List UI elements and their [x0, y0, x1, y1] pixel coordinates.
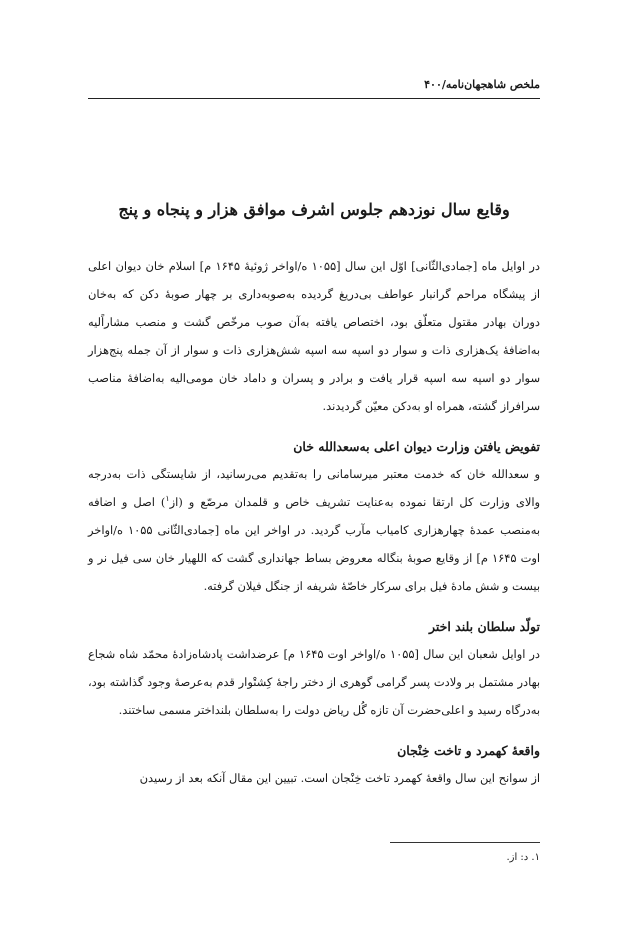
section-paragraph: در اوایل شعبان این سال [۱۰۵۵ ه/اواخر اوت ۱۶۴۵ م] عرضداشت پادشاه‌زادهٔ محمّد شاه شجاع بهادر مشتمل بر ولادت پسر گرامی گوهری از دختر راجهٔ کِشتْوار قدم به‌عرصهٔ وجود گذاشته بود، به‌درگاه رسید و اعلی‌حضرت آن تازه گُل ریاض دولت را به‌سلطان بلنداختر مسمی ساختند.: [88, 647, 540, 717]
footnote-marker: ۱: [165, 494, 170, 504]
paragraph-text: ) اصل و اضافه به‌منصب عمدهٔ چهارهزاری کامیاب مآرب گردید. در اواخر این ماه [جمادی‌الثّانی ۱۰۵۵ ه/اواخر اوت ۱۶۴۵ م] از وقایع صوبهٔ بنگاله معروض بساط جهانداری گشت که اللهیار خان سی فیل نر و بیست و شش مادهٔ فیل برای سرکار خاصّهٔ شریفه از جنگل فیلان گرفته.: [88, 495, 540, 593]
section-paragraph: از سوانح این سال واقعهٔ کهمرد تاخت خِنْجان است. تبیین این مقال آنکه بعد از رسیدن: [139, 771, 540, 785]
footnote-rule: [390, 842, 540, 843]
intro-paragraph: در اوایل ماه [جمادی‌الثّانی] اوّل این سال [۱۰۵۵ ه/اواخر ژوئیهٔ ۱۶۴۵ م] اسلام خان دیوان اعلی از پیشگاه مراحم گرانبار عواطف بی‌دریغ گردیده به‌صوبه‌داری بر چهار صوبهٔ دکن که به‌خان دوران بهادر مقتول متعلّق بود، اختصاص یافته به‌آن صوب مرخّص گشت و منصب مشاراًلیه به‌اضافهٔ یک‌هزاری ذات و سوار دو اسپه سه اسپه شش‌هزاری ذات و سوار از آن جمله پنج‌هزار سوار دو اسپه سه اسپه قرار یافت و برادر و پسران و داماد خان مومی‌الیه به‌اضافهٔ مناصب سرافراز گشته، همراه او به‌دکن معیّن گردیدند.: [88, 259, 541, 413]
section-heading: واقعهٔ کهمرد و تاخت خِنْجان: [397, 743, 540, 758]
footnote: ۱. د: از.: [506, 852, 540, 863]
paragraph-text: و سعدالله خان که خدمت معتبر میرسامانی را به‌تقدیم می‌رسانید، از شایستگی ذات به‌درجه والای وزارت کل ارتقا نموده به‌عنایت تشریف خاص و قلمدان مرصّع و (از: [88, 467, 540, 509]
section-heading: تولّد سلطان بلند اختر: [428, 619, 540, 634]
header-rule: [88, 98, 540, 99]
section-paragraph: [88, 460, 540, 600]
chapter-title: وقایع سال نوزدهم جلوس اشرف موافق هزار و پنجاه و پنج: [118, 200, 510, 219]
body-text: [88, 252, 540, 792]
running-header: ملخص شاهجهان‌نامه/۴۰۰: [424, 78, 540, 91]
section-heading: تفویض یافتن وزارت دیوان اعلی به‌سعدالله خان: [293, 439, 540, 454]
